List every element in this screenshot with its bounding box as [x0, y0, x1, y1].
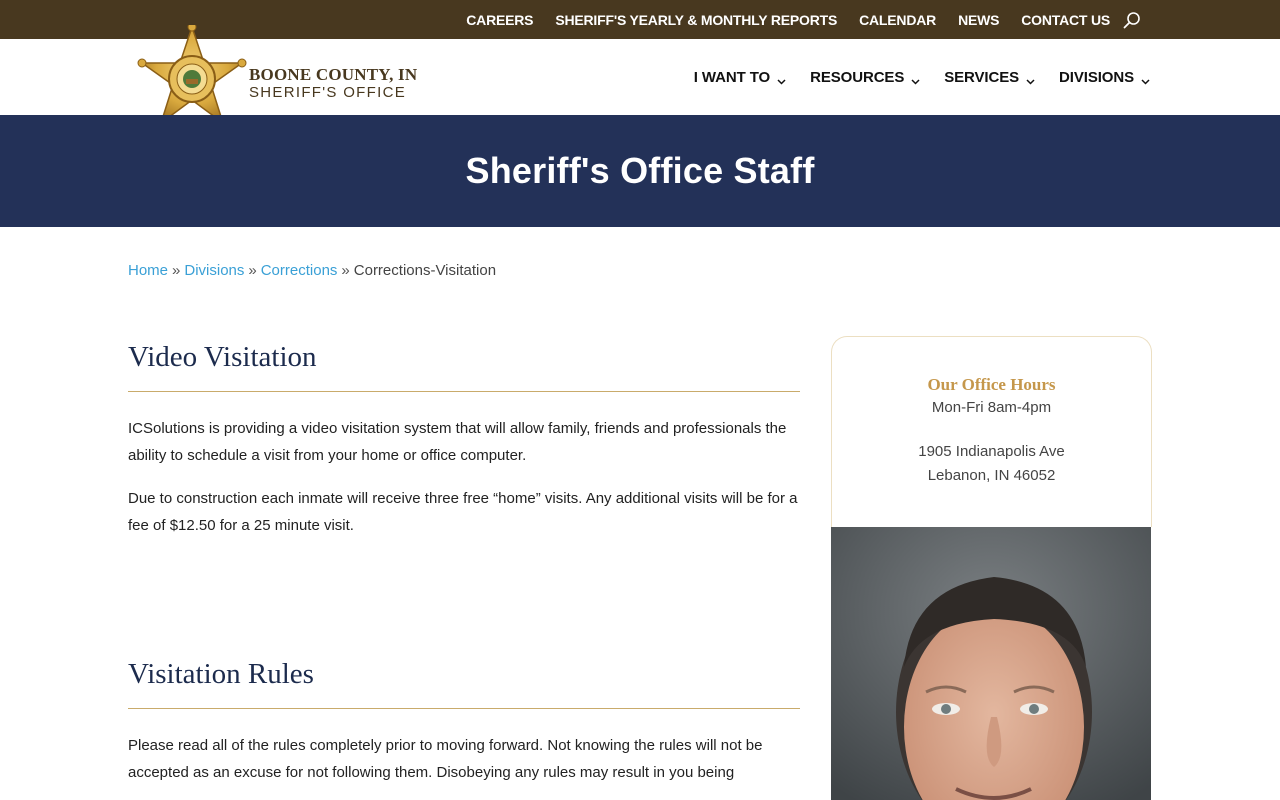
breadcrumb	[128, 262, 496, 279]
site-header	[0, 39, 1280, 115]
brand-office: SHERIFF'S OFFICE	[249, 84, 407, 101]
breadcrumb-separator: »	[172, 262, 181, 279]
sidebar	[831, 336, 1152, 800]
brand-wordmark[interactable]	[249, 65, 417, 101]
search-icon[interactable]	[1122, 10, 1142, 30]
visitation-rules-heading: Visitation Rules	[128, 657, 800, 709]
address-line-1: 1905 Indianapolis Ave	[918, 443, 1065, 460]
utility-link-careers[interactable]: CAREERS	[466, 11, 534, 28]
breadcrumb-separator: »	[248, 262, 257, 279]
page-title-banner	[0, 115, 1280, 227]
nav-item-services[interactable]	[944, 69, 1035, 86]
nav-label: RESOURCES	[810, 68, 905, 86]
utility-link-calendar[interactable]: CALENDAR	[859, 11, 937, 28]
chevron-down-icon	[777, 73, 786, 82]
office-hours-title: Our Office Hours	[927, 375, 1056, 394]
sheriff-portrait	[831, 527, 1151, 800]
breadcrumb-current: Corrections-Visitation	[353, 262, 497, 279]
chevron-down-icon	[1141, 73, 1150, 82]
nav-label: SERVICES	[944, 68, 1020, 86]
main-content	[128, 340, 800, 786]
video-visitation-heading: Video Visitation	[128, 340, 800, 392]
breadcrumb-separator: »	[341, 262, 350, 279]
nav-label: I WANT TO	[693, 68, 771, 86]
brand-county: BOONE COUNTY, IN	[249, 65, 418, 84]
office-hours-card	[831, 336, 1152, 527]
office-hours-value: Mon-Fri 8am-4pm	[931, 399, 1052, 416]
breadcrumb-home[interactable]: Home	[128, 262, 169, 279]
utility-nav	[444, 0, 1142, 39]
utility-link-contact[interactable]: CONTACT US	[1021, 11, 1110, 28]
nav-label: DIVISIONS	[1059, 68, 1134, 86]
chevron-down-icon	[911, 73, 920, 82]
nav-item-divisions[interactable]	[1059, 69, 1150, 86]
visitation-rules-paragraph: Please read all of the rules completely prior to moving forward. Not knowing the rules will not be accepted as an excuse for not following them. Disobeying any rules may result in you being	[128, 736, 763, 781]
utility-link-news[interactable]: NEWS	[958, 11, 1000, 28]
breadcrumb-corrections[interactable]: Corrections	[260, 262, 338, 279]
nav-item-i-want-to[interactable]	[694, 69, 786, 86]
nav-item-resources[interactable]	[810, 69, 920, 86]
address-line-2: Lebanon, IN 46052	[927, 467, 1056, 484]
chevron-down-icon	[1026, 73, 1035, 82]
utility-link-reports[interactable]: SHERIFF'S YEARLY & MONTHLY REPORTS	[555, 11, 838, 28]
video-visitation-fee-paragraph: Due to construction each inmate will receive three free “home” visits. Any additional visits will be for a fee of $12.50 for a 25 minute visit.	[128, 489, 798, 534]
page-title: Sheriff's Office Staff	[465, 150, 815, 191]
office-address	[832, 440, 1151, 488]
video-visitation-paragraph: ICSolutions is providing a video visitation system that will allow family, friends and professionals the ability to schedule a visit from your home or office computer.	[128, 419, 787, 464]
breadcrumb-divisions[interactable]: Divisions	[184, 262, 245, 279]
main-nav	[670, 39, 1150, 115]
